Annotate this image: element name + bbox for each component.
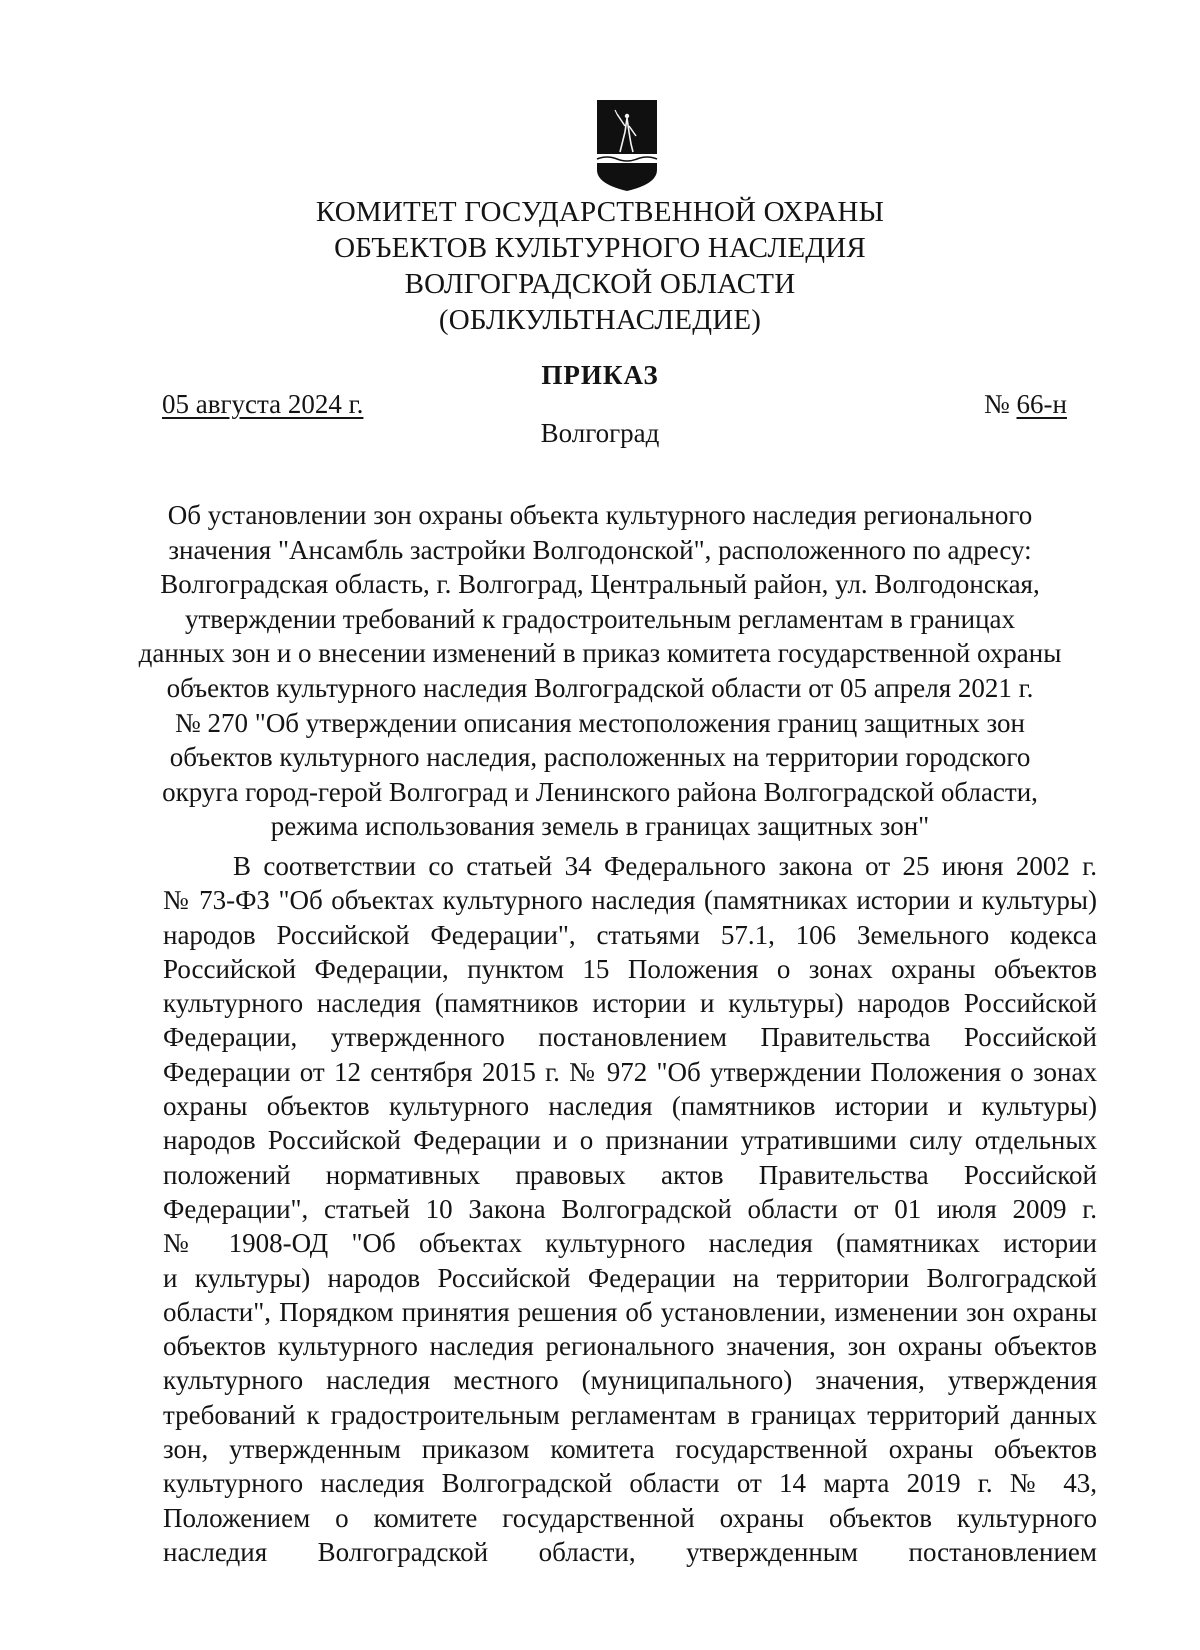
body-line: культурного наследия Волгоградской области от 14 марта 2019 г. № 43, bbox=[163, 1468, 1097, 1499]
subject-line: округа город-герой Волгоград и Ленинского района Волгоградской области, bbox=[162, 776, 1038, 807]
body-line: Федерации, утвержденного постановлением Правительства Российской bbox=[163, 1022, 1097, 1053]
body-line: наследия Волгоградской области, утвержденным постановлением bbox=[163, 1536, 1097, 1567]
body-line: Федерации от 12 сентября 2015 г. № 972 "Об утверждении Положения о зонах bbox=[163, 1056, 1097, 1087]
body-line: культурного наследия местного (муниципального) значения, утверждения bbox=[163, 1365, 1097, 1396]
document-type: ПРИКАЗ bbox=[541, 360, 659, 390]
organization-name bbox=[0, 194, 1200, 338]
body-line: народов Российской Федерации", статьями 57.1, 106 Земельного кодекса bbox=[163, 919, 1097, 950]
body-paragraph bbox=[163, 849, 1097, 1569]
subject-line: объектов культурного наследия, расположенных на территории городского bbox=[169, 742, 1031, 773]
body-line: и культуры) народов Российской Федерации на территории Волгоградской bbox=[163, 1262, 1097, 1293]
number-prefix: № bbox=[984, 389, 1017, 419]
organization-line: КОМИТЕТ ГОСУДАРСТВЕННОЙ ОХРАНЫ bbox=[315, 196, 885, 228]
subject-line: данных зон и о внесении изменений в приказ комитета государственной охраны bbox=[138, 638, 1062, 669]
body-line: положений нормативных правовых актов Правительства Российской bbox=[163, 1159, 1097, 1190]
number-value: 66-н bbox=[1016, 389, 1067, 419]
body-line: требований к градостроительным регламентам в границах территорий данных bbox=[163, 1399, 1097, 1430]
document-city: Волгоград bbox=[540, 418, 660, 448]
organization-line: ОБЪЕКТОВ КУЛЬТУРНОГО НАСЛЕДИЯ bbox=[334, 232, 866, 264]
subject-line: № 270 "Об утверждении описания местоположения границ защитных зон bbox=[175, 707, 1025, 738]
body-line: Федерации", статьей 10 Закона Волгоградской области от 01 июля 2009 г. bbox=[163, 1193, 1097, 1224]
body-line: Положением о комитете государственной охраны объектов культурного bbox=[163, 1502, 1097, 1533]
organization-line: (ОБЛКУЛЬТНАСЛЕДИЕ) bbox=[438, 304, 762, 336]
body-line: Российской Федерации, пунктом 15 Положения о зонах охраны объектов bbox=[163, 953, 1097, 984]
subject-line: Волгоградская область, г. Волгоград, Центральный район, ул. Волгодонская, bbox=[160, 569, 1040, 600]
body-line: объектов культурного наследия регионального значения, зон охраны объектов bbox=[163, 1331, 1097, 1362]
body-line: № 1908-ОД "Об объектах культурного наследия (памятниках истории bbox=[163, 1228, 1097, 1259]
coat-of-arms-icon bbox=[595, 98, 659, 193]
body-line: культурного наследия (памятников истории и культуры) народов Российской bbox=[163, 988, 1097, 1019]
subject-line: режима использования земель в границах защитных зон" bbox=[270, 811, 930, 842]
subject-line: Об установлении зон охраны объекта культурного наследия регионального bbox=[167, 500, 1033, 530]
subject-line: значения "Ансамбль застройки Волгодонской", расположенного по адресу: bbox=[168, 534, 1032, 565]
body-line: народов Российской Федерации и о признании утратившими силу отдельных bbox=[163, 1125, 1097, 1156]
body-line: № 73-ФЗ "Об объектах культурного наследия (памятниках истории и культуры) bbox=[163, 885, 1097, 916]
body-line: охраны объектов культурного наследия (памятников истории и культуры) bbox=[163, 1091, 1097, 1122]
document-number bbox=[984, 389, 1067, 420]
subject-line: утверждении требований к градостроительным регламентам в границах bbox=[184, 603, 1016, 634]
document-date: 05 августа 2024 г. bbox=[162, 389, 364, 419]
body-line: В соответствии со статьей 34 Федерального закона от 25 июня 2002 г. bbox=[233, 851, 1097, 881]
body-line: зон, утвержденным приказом комитета государственной охраны объектов bbox=[163, 1434, 1097, 1465]
document-subject bbox=[0, 498, 1200, 844]
body-line: области", Порядком принятия решения об установлении, изменении зон охраны bbox=[163, 1296, 1097, 1327]
organization-line: ВОЛГОГРАДСКОЙ ОБЛАСТИ bbox=[404, 268, 796, 300]
subject-line: объектов культурного наследия Волгоградской области от 05 апреля 2021 г. bbox=[166, 672, 1034, 703]
